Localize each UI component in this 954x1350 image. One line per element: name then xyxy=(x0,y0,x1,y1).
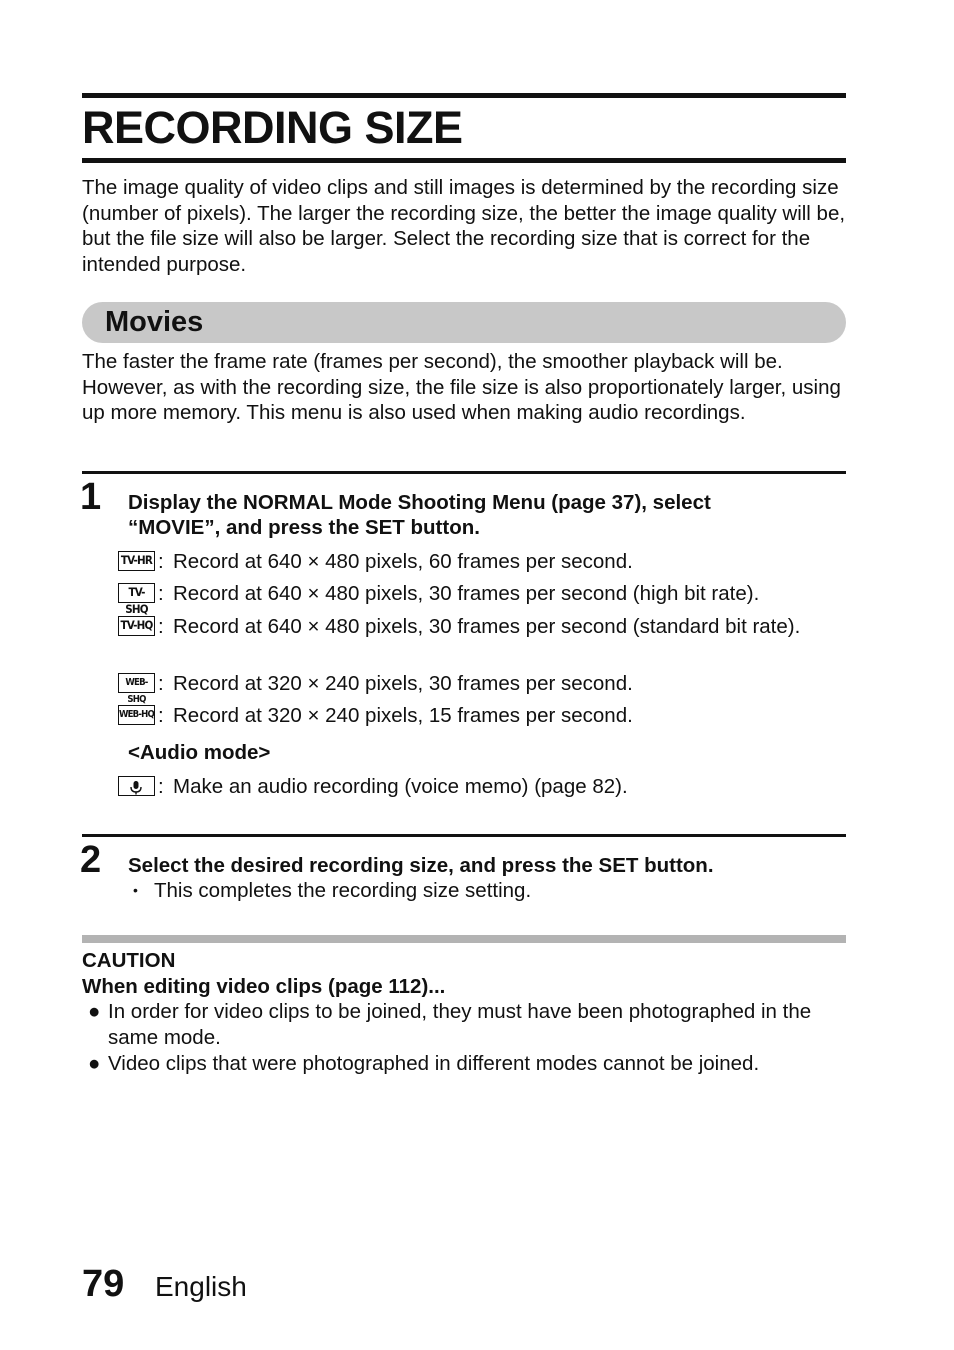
option-description: Record at 640 × 480 pixels, 30 frames per second (standard bit rate). xyxy=(173,615,801,638)
title-top-rule xyxy=(82,93,846,98)
tv-shq-icon: TV-SHQ xyxy=(118,583,155,603)
intro-paragraph: The image quality of video clips and still images is determined by the recording size (number of pixels). The larger the recording size, the better the image quality will be, but the file size will also be larger. Select the recording size that is correct for the intended purpose. xyxy=(82,176,846,277)
section-body: The faster the frame rate (frames per second), the smoother playback will be. However, as with the recording size, the file size is also proportionately larger, using up more memory. This menu is also used when making audio recordings. xyxy=(82,350,841,425)
caution-bullet: In order for video clips to be joined, they must have been photographed in the same mode. xyxy=(108,1000,812,1049)
language-label: English xyxy=(155,1271,247,1302)
microphone-icon xyxy=(118,776,155,796)
step2-rule xyxy=(82,834,846,837)
page-title: RECORDING SIZE xyxy=(82,102,463,153)
step1-heading xyxy=(128,490,828,540)
section-heading: Movies xyxy=(105,306,204,338)
option-description: Record at 320 × 240 pixels, 15 frames per second. xyxy=(173,704,633,727)
step2-heading: Select the desired recording size, and press the SET button. xyxy=(128,854,714,877)
option-description: Record at 640 × 480 pixels, 60 frames per second. xyxy=(173,550,633,573)
bullet-dot: • xyxy=(133,882,138,898)
option-description: Record at 640 × 480 pixels, 30 frames per second (high bit rate). xyxy=(173,582,760,605)
bullet-dot: ● xyxy=(88,1052,101,1075)
caution-bar xyxy=(82,935,846,943)
tv-hr-icon: TV-HR xyxy=(118,551,155,571)
step2-bullet: This completes the recording size setting. xyxy=(154,879,532,902)
caution-bullet: Video clips that were photographed in different modes cannot be joined. xyxy=(108,1052,760,1075)
step1-rule xyxy=(82,471,846,474)
bullet-dot: ● xyxy=(88,1000,101,1023)
section-header-bar xyxy=(82,302,846,343)
audio-mode-heading: <Audio mode> xyxy=(128,741,271,764)
tv-hq-icon: TV-HQ xyxy=(118,616,155,636)
web-shq-icon: WEB-SHQ xyxy=(118,673,155,693)
title-bottom-rule xyxy=(82,158,846,163)
caution-label: CAUTION xyxy=(82,949,176,972)
step1-heading-line1: Display the NORMAL Mode Shooting Menu (page 37), select xyxy=(128,491,711,514)
option-description: Record at 320 × 240 pixels, 30 frames per second. xyxy=(173,672,633,695)
step1-number: 1 xyxy=(80,476,102,518)
audio-option-description: Make an audio recording (voice memo) (page 82). xyxy=(173,775,628,798)
caution-subheading: When editing video clips (page 112)... xyxy=(82,975,446,998)
page-number: 79 xyxy=(82,1263,125,1305)
web-hq-icon: WEB-HQ xyxy=(118,705,155,725)
step1-heading-line2: “MOVIE”, and press the SET button. xyxy=(128,516,480,539)
step2-number: 2 xyxy=(80,839,102,881)
